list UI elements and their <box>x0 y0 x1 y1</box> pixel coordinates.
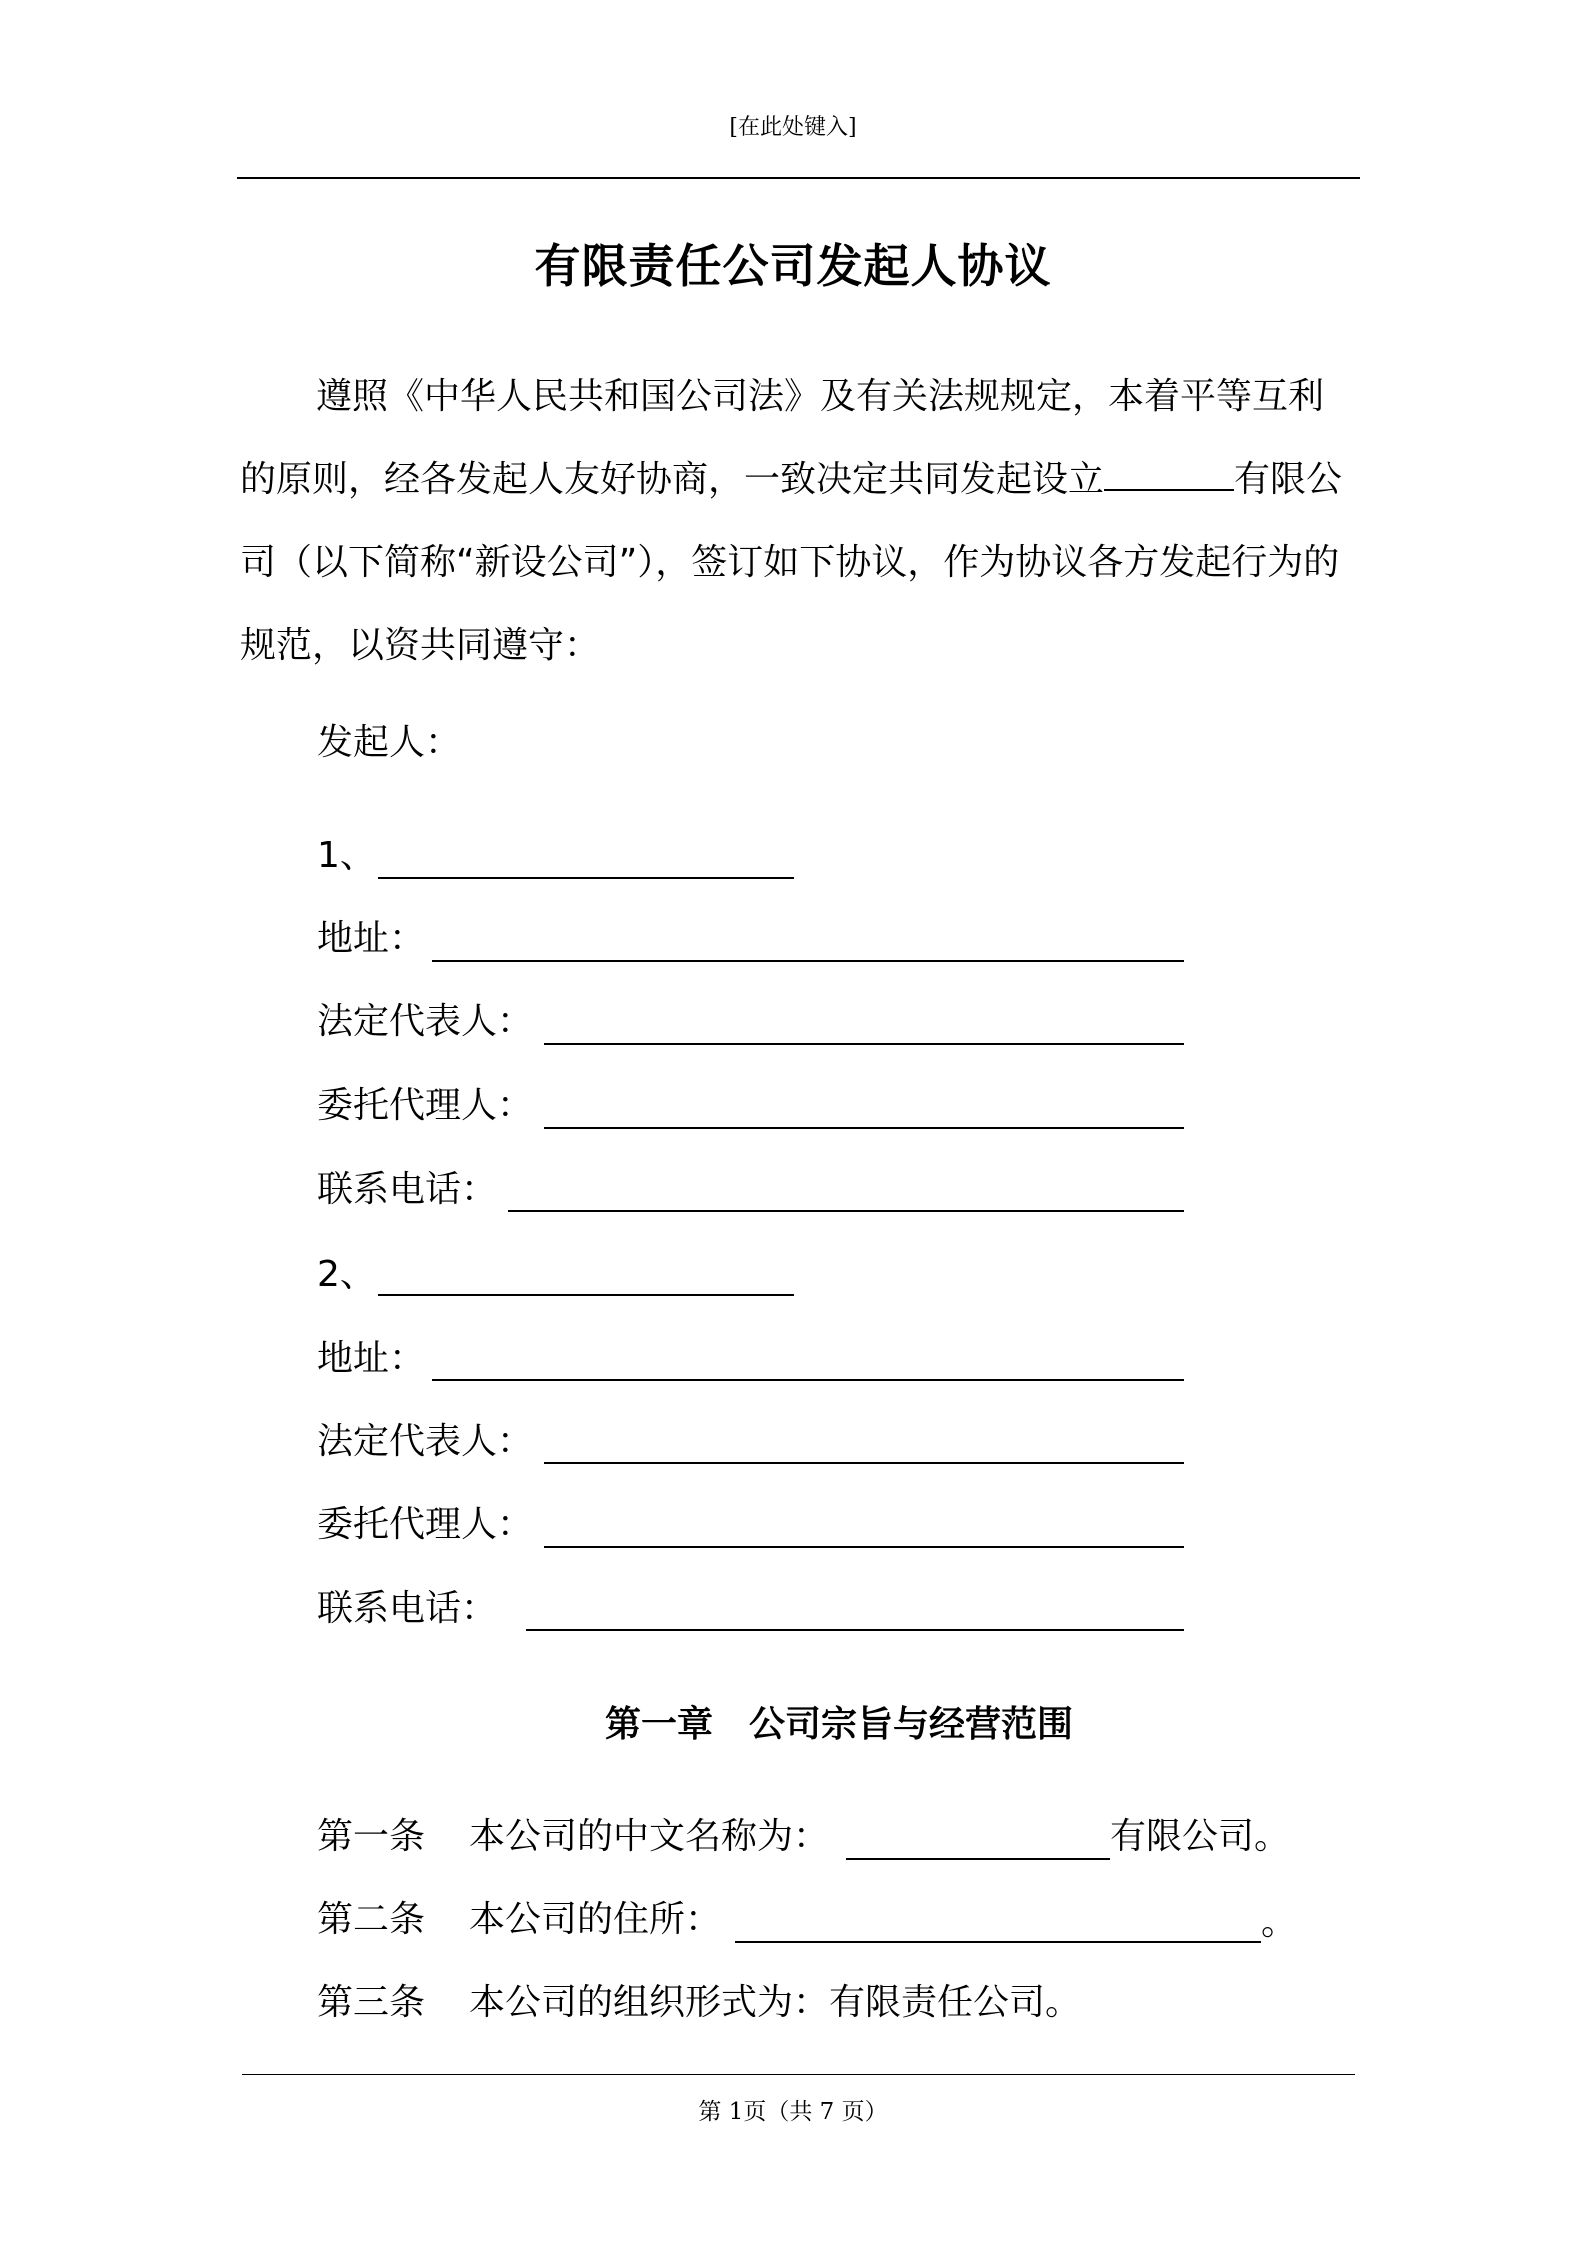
residence-field[interactable] <box>735 1941 1261 1943</box>
footer-rule <box>242 2074 1355 2075</box>
intro-text-before: 遵照《中华人民共和国公司法》及有关法规规定，本着平等互利的原则，经各发起人友好协商，一致决定共同发起设立 <box>240 376 1325 500</box>
article-1-suffix: 有限公司。 <box>1110 1816 1291 1857</box>
address-label: 地址： <box>317 1338 426 1379</box>
legal-rep-label: 法定代表人： <box>317 1421 534 1462</box>
promoter-name-field[interactable] <box>378 1294 794 1296</box>
address-field[interactable] <box>432 960 1184 962</box>
phone-field[interactable] <box>508 1210 1184 1212</box>
promoter-number: 1、 <box>317 835 376 876</box>
phone-field[interactable] <box>526 1629 1184 1631</box>
article-number: 第一条 <box>317 1816 426 1857</box>
promoter-name-field[interactable] <box>378 877 794 879</box>
page-number: 第 1页（共 7 页） <box>698 2099 888 2125</box>
intro-paragraph <box>240 355 1350 687</box>
header-placeholder-text: [在此处键入] <box>729 115 857 140</box>
legal-rep-field[interactable] <box>544 1043 1184 1045</box>
chapter-heading <box>605 1700 1073 1750</box>
article-3 <box>317 1978 1081 2028</box>
agent-field[interactable] <box>544 1127 1184 1129</box>
address-label: 地址： <box>317 918 426 959</box>
document-title: 有限责任公司发起人协议 <box>534 239 1052 293</box>
header-rule <box>237 177 1360 179</box>
article-text: 本公司的中文名称为： <box>469 1816 830 1857</box>
chinese-name-field[interactable] <box>846 1858 1110 1860</box>
legal-rep-label: 法定代表人： <box>317 1001 534 1042</box>
article-text: 本公司的住所： <box>469 1899 722 1940</box>
intro-text-after: 有限公司（以下简称“新设公司”），签订如下协议，作为协议各方发起行为的规范，以资共同遵守： <box>240 459 1343 666</box>
article-1 <box>317 1812 829 1862</box>
promoters-label: 发起人： <box>317 722 462 763</box>
article-number: 第三条 <box>317 1982 426 2023</box>
phone-label: 联系电话： <box>317 1588 498 1629</box>
agent-field[interactable] <box>544 1546 1184 1548</box>
chapter-number: 第一章 <box>605 1704 714 1745</box>
article-2 <box>317 1895 721 1945</box>
legal-rep-field[interactable] <box>544 1462 1184 1464</box>
article-number: 第二条 <box>317 1899 426 1940</box>
company-name-blank[interactable] <box>1104 449 1234 491</box>
article-2-suffix: 。 <box>1261 1902 1298 1943</box>
agent-label: 委托代理人： <box>317 1085 534 1126</box>
chapter-title: 公司宗旨与经营范围 <box>749 1704 1074 1745</box>
agent-label: 委托代理人： <box>317 1504 534 1545</box>
promoter-number: 2、 <box>317 1254 376 1295</box>
address-field[interactable] <box>432 1379 1184 1381</box>
article-text: 本公司的组织形式为：有限责任公司。 <box>469 1982 1082 2023</box>
phone-label: 联系电话： <box>317 1169 498 1210</box>
